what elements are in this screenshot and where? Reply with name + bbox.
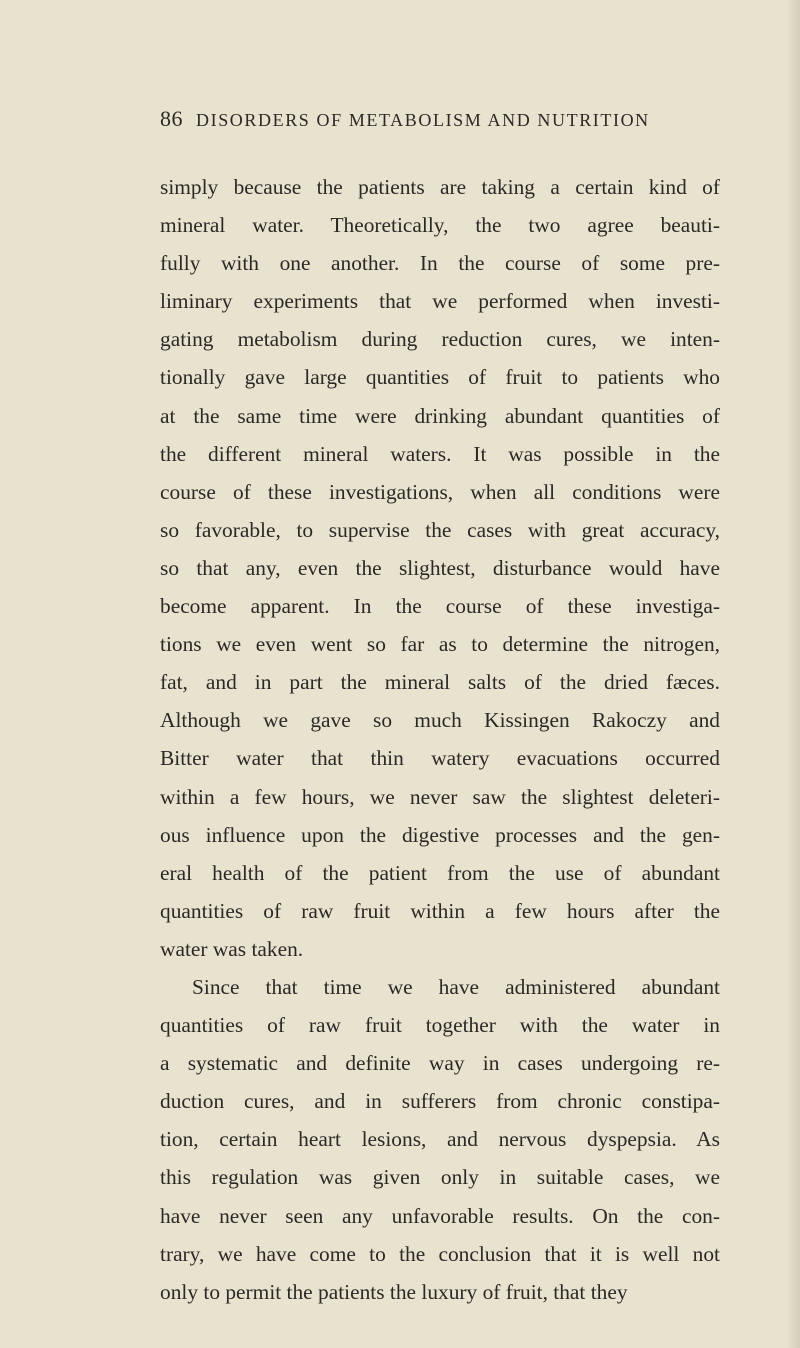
text-line: mineral water. Theoretically, the two agree beauti-	[160, 213, 720, 238]
page-edge-shadow	[786, 0, 800, 1348]
text-line: water was taken.	[160, 936, 304, 961]
text-line: tion, certain heart lesions, and nervous dyspepsia. As	[160, 1127, 720, 1152]
text-line: so that any, even the slightest, disturbance would have	[160, 555, 720, 580]
text-line: duction cures, and in sufferers from chronic constipa-	[160, 1089, 720, 1114]
page-number: 86	[160, 106, 183, 131]
text-line: eral health of the patient from the use of abundant	[160, 860, 720, 885]
text-line: Although we gave so much Kissingen Rakoczy and	[160, 708, 720, 733]
text-line: fat, and in part the mineral salts of the dried fæces.	[160, 670, 720, 695]
page-header	[160, 106, 720, 142]
text-line: become apparent. In the course of these investiga-	[160, 594, 720, 619]
text-line: fully with one another. In the course of some pre-	[160, 251, 720, 276]
text-line: quantities of raw fruit within a few hours after the	[160, 898, 720, 923]
text-line: within a few hours, we never saw the slightest deleteri-	[160, 784, 720, 809]
text-line: quantities of raw fruit together with the water in	[160, 1013, 720, 1038]
text-line: this regulation was given only in suitable cases, we	[160, 1165, 720, 1190]
text-line: tionally gave large quantities of fruit to patients who	[160, 365, 720, 390]
paragraph-1	[160, 168, 720, 968]
text-line: trary, we have come to the conclusion that it is well not	[160, 1241, 720, 1266]
text-line: tions we even went so far as to determine the nitrogen,	[160, 632, 720, 657]
text-line: ous influence upon the digestive processes and the gen-	[160, 822, 720, 847]
text-line: only to permit the patients the luxury of fruit, that they	[160, 1279, 628, 1304]
text-line: simply because the patients are taking a certain kind of	[160, 175, 720, 199]
text-line: at the same time were drinking abundant quantities of	[160, 403, 720, 428]
text-line: have never seen any unfavorable results. On the con-	[160, 1203, 720, 1228]
text-line: Bitter water that thin watery evacuations occurred	[160, 746, 720, 771]
text-line: liminary experiments that we performed when investi-	[160, 289, 720, 314]
body-text	[160, 168, 720, 1311]
text-line: a systematic and definite way in cases undergoing re-	[160, 1051, 720, 1076]
text-line: Since that time we have administered abundant	[192, 974, 720, 999]
text-line: the different mineral waters. It was possible in the	[160, 441, 720, 466]
text-line: course of these investigations, when all conditions were	[160, 479, 720, 504]
text-line: so favorable, to supervise the cases with great accuracy,	[160, 517, 720, 542]
running-title: DISORDERS OF METABOLISM AND NUTRITION	[196, 110, 650, 130]
text-line: gating metabolism during reduction cures, we inten-	[160, 327, 720, 352]
paragraph-2	[160, 968, 720, 1311]
